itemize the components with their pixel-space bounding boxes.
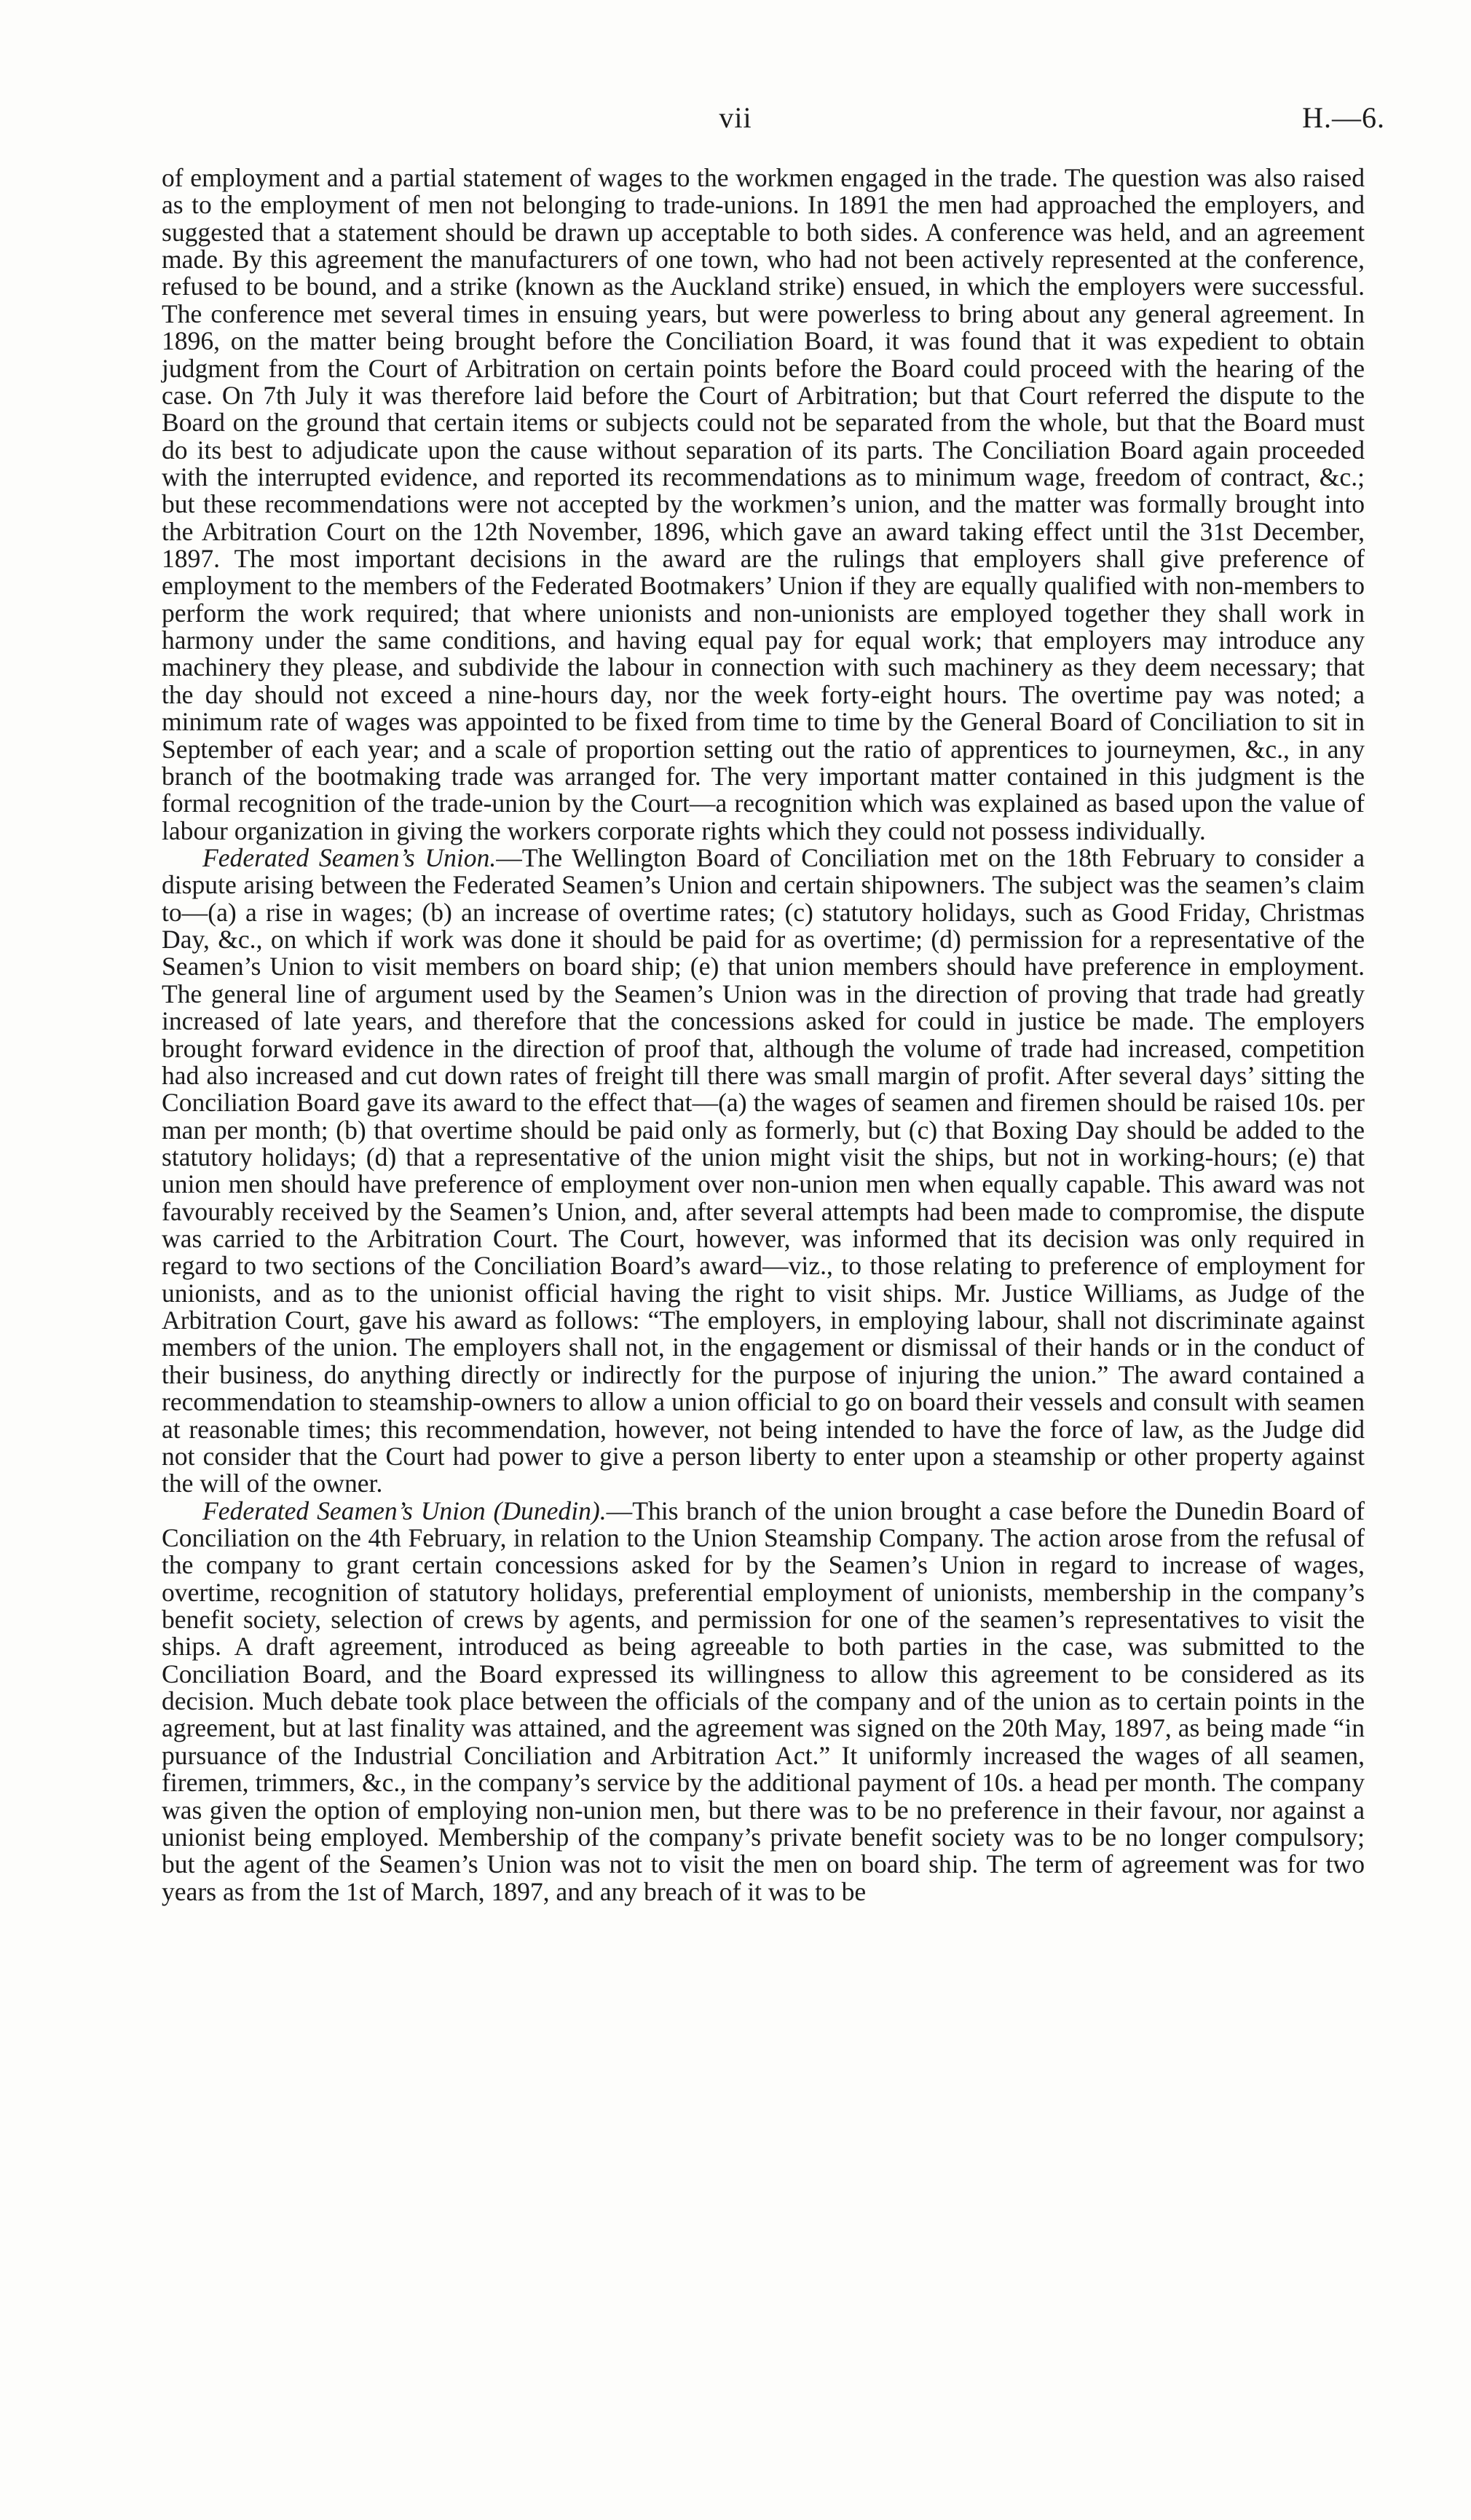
- paragraph-text: —The Wellington Board of Conciliation met on the 18th February to consider a dispute arising between the Federated Seamen’s Union and certain shipowners. The subject was the seamen’s claim to—(a) a rise in wages; (b) an increase of overtime rates; (c) statutory holidays, such as Good Friday, Christmas Day, &c., on which if work was done it should be paid for as overtime; (d) permission for a representative of the Seamen’s Union to visit members on board ship; (e) that union members should have preference in employment. The general line of argument used by the Seamen’s Union was in the direction of proving that trade had greatly increased of late years, and therefore that the concessions asked for could in justice be made. The employers brought forward evidence in the direction of proof that, although the volume of trade had increased, competition had also increased and cut down rates of freight till there was small margin of profit. After several days’ sitting the Conciliation Board gave its award to the effect that—(a) the wages of seamen and firemen should be raised 10s. per man per month; (b) that overtime should be paid only as formerly, but (c) that Boxing Day should be added to the statutory holidays; (d) that a representative of the union might visit the ships, but not in working-hours; (e) that union men should have preference of employment over non-union men when equally capable. This award was not favourably received by the Seamen’s Union, and, after several attempts had been made to compromise, the dispute was carried to the Arbitration Court. The Court, however, was informed that its decision was only required in regard to two sections of the Conciliation Board’s award—viz., to those relating to preference of employment for unionists, and as to the unionist official having the right to visit ships. Mr. Justice Williams, as Judge of the Arbitration Court, gave his award as follows: “The employers, in employing labour, shall not discriminate against members of the union. The employers shall not, in the engagement or dismissal of their hands or in the conduct of their business, do anything directly or indirectly for the purpose of injuring the union.” The award contained a recommendation to steamship-owners to allow a union official to go on board their vessels and consult with seamen at reasonable times; this recommendation, however, not being intended to have the force of law, as the Judge did not consider that the Court had power to give a person liberty to enter upon a steamship or other property against the will of the owner.: [162, 842, 1365, 1498]
- document-reference: H.—6.: [1302, 101, 1385, 134]
- paragraph-federated-seamens-union-dunedin: [162, 1498, 1365, 1905]
- paragraph-heading: Federated Seamen’s Union (Dunedin).: [202, 1496, 607, 1525]
- paragraph-federated-seamens-union: [162, 842, 1365, 1498]
- paragraph-heading: Federated Seamen’s Union.: [202, 842, 497, 872]
- paragraph-text: of employment and a partial statement of wages to the workmen engaged in the trade. The question was also raised as to the employment of men not belonging to trade-unions. In 1891 the men had approached the employers, and suggested that a statement should be drawn up acceptable to both sides. A conference was held, and an agreement made. By this agreement the manufacturers of one town, who had not been actively represented at the conference, refused to be bound, and a strike (known as the Auckland strike) ensued, in which the employers were successful. The conference met several times in ensuing years, but were powerless to bring about any general agreement. In 1896, on the matter being brought before the Conciliation Board, it was found that it was expedient to obtain judgment from the Court of Arbitration on certain points before the Board could proceed with the hearing of the case. On 7th July it was therefore laid before the Court of Arbitration; but that Court referred the dispute to the Board on the ground that certain items or subjects could not be separated from the whole, but that the Board must do its best to adjudicate upon the cause without separation of its parts. The Conciliation Board again proceeded with the interrupted evidence, and reported its recommendations as to minimum wage, freedom of contract, &c.; but these recommendations were not accepted by the workmen’s union, and the matter was formally brought into the Arbitration Court on the 12th November, 1896, which gave an award taking effect until the 31st December, 1897. The most important decisions in the award are the rulings that employers shall give preference of employment to the members of the Federated Bootmakers’ Union if they are equally qualified with non-members to perform the work required; that where unionists and non-unionists are employed together they shall work in harmony under the same conditions, and having equal pay for equal work; that employers may introduce any machinery they please, and subdivide the labour in connection with such machinery as they deem necessary; that the day should not exceed a nine-hours day, nor the week forty-eight hours. The overtime pay was noted; a minimum rate of wages was appointed to be fixed from time to time by the General Board of Conciliation to sit in September of each year; and a scale of proportion setting out the ratio of apprentices to journeymen, &c., in any branch of the bootmaking trade was arranged for. The very important matter contained in this judgment is the formal recognition of the trade-union by the Court—a recognition which was explained as based upon the value of labour organization in giving the workers corporate rights which they could not possess individually.: [162, 163, 1365, 845]
- paragraph-text: —This branch of the union brought a case before the Dunedin Board of Conciliation on the 4th February, in relation to the Union Steamship Company. The action arose from the refusal of the company to grant certain concessions asked for by the Seamen’s Union in regard to increase of wages, overtime, recognition of statutory holidays, preferential employment of unionists, membership in the company’s benefit society, selection of crews by agents, and permission for one of the seamen’s representatives to visit the ships. A draft agreement, introduced as being agreeable to both parties in the case, was submitted to the Conciliation Board, and the Board expressed its willingness to allow this agreement to be considered as its decision. Much debate took place between the officials of the company and of the union as to certain points in the agreement, but at last finality was attained, and the agreement was signed on the 20th May, 1897, as being made “in pursuance of the Industrial Conciliation and Arbitration Act.” It uniformly increased the wages of all seamen, firemen, trimmers, &c., in the company’s service by the additional payment of 10s. a head per month. The company was given the option of employing non-union men, but there was to be no preference in their favour, nor against a unionist being employed. Membership of the company’s private benefit society was to be no longer compulsory; but the agent of the Seamen’s Union was not to visit the men on board ship. The term of agreement was for two years as from the 1st of March, 1897, and any breach of it was to be: [162, 1496, 1365, 1906]
- body-text: [162, 165, 1365, 1905]
- paragraph-bootmakers-continued: [162, 165, 1365, 845]
- page-number: vii: [719, 101, 752, 134]
